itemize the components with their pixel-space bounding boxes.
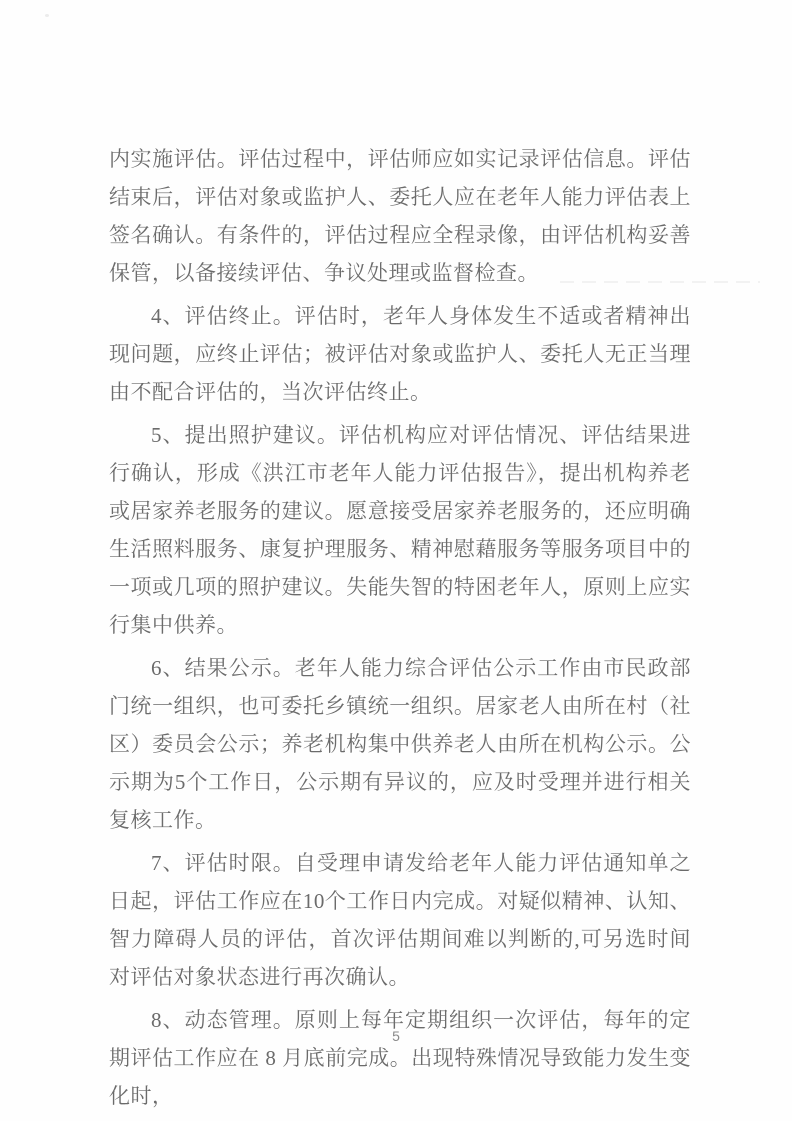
paragraph-item-5-care-recommendation: 5、提出照护建议。评估机构应对评估情况、评估结果进行确认，形成《洪江市老年人能力评估报告》，提出机构养老或居家养老服务的建议。愿意接受居家养老服务的，还应明确生活照料服务、康复护理服务、精神慰藉服务等服务项目中的一项或几项的照护建议。失能失智的特困老年人，原则上应实行集中供养。	[109, 423, 691, 637]
page-number: 5	[392, 1028, 400, 1044]
paragraph-continuation: 内实施评估。评估过程中，评估师应如实记录评估信息。评估结束后，评估对象或监护人、委托人应在老年人能力评估表上签名确认。有条件的，评估过程应全程录像，由评估机构妥善保管，以备接续评估、争议处理或监督检查。	[109, 147, 691, 285]
scan-speck-artifact	[45, 14, 49, 17]
document-body	[109, 140, 691, 1120]
paragraph-item-6-result-publicity: 6、结果公示。老年人能力综合评估公示工作由市民政部门统一组织，也可委托乡镇统一组织。居家老人由所在村（社区）委员会公示；养老机构集中供养老人由所在机构公示。公示期为5个工作日，公示期有异议的，应及时受理并进行相关复核工作。	[109, 656, 691, 832]
paragraph-item-7-assessment-time-limit: 7、评估时限。自受理申请发给老年人能力评估通知单之日起，评估工作应在10个工作日内完成。对疑似精神、认知、智力障碍人员的评估，首次评估期间难以判断的,可另选时间对评估对象状态进行再次确认。	[109, 851, 691, 989]
paragraph-item-8-dynamic-management: 8、动态管理。原则上每年定期组织一次评估，每年的定期评估工作应在 8 月底前完成。出现特殊情况导致能力发生变化时，	[109, 1008, 691, 1108]
paragraph-item-4-assessment-termination: 4、评估终止。评估时，老年人身体发生不适或者精神出现问题，应终止评估；被评估对象或监护人、委托人无正当理由不配合评估的，当次评估终止。	[109, 304, 691, 404]
